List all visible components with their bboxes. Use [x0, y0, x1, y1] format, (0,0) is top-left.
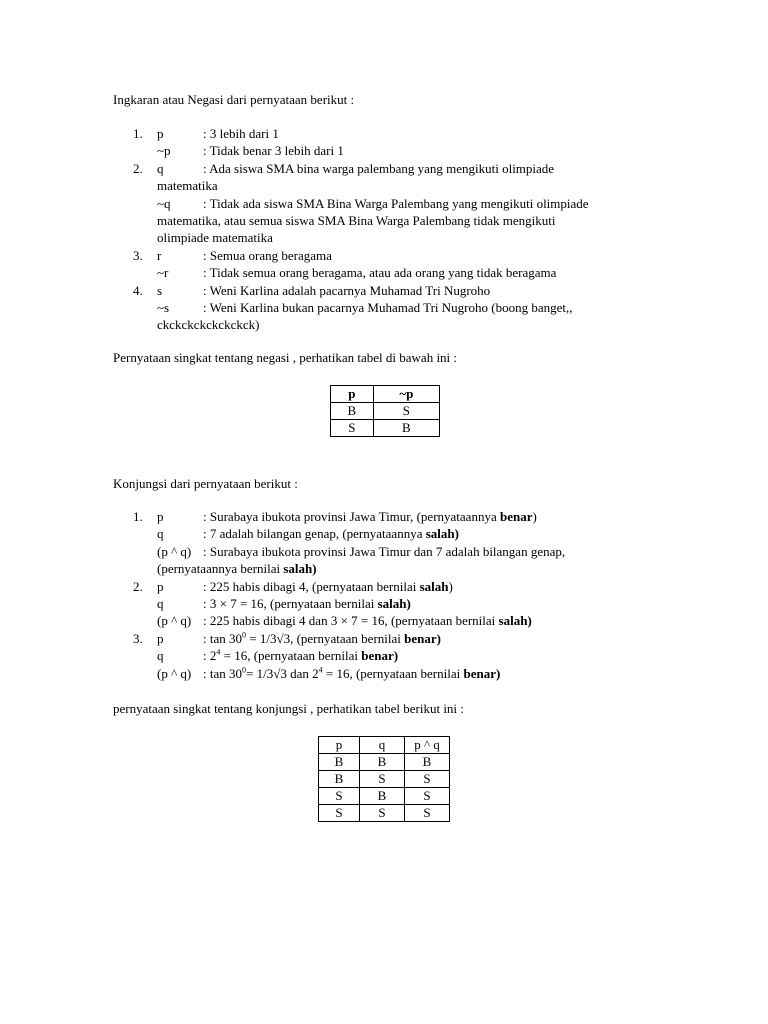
conjunction-truth-table — [318, 736, 450, 822]
statement-text: : $2^4 = 16$, (pernyataan bernilai benar) — [203, 647, 399, 664]
table-cell: S — [405, 788, 450, 805]
truth-value: benar) — [404, 630, 441, 646]
truth-value: benar) — [463, 665, 501, 681]
table-cell: B — [319, 771, 360, 788]
statement-label: ~q — [157, 195, 171, 211]
statement-text: : Weni Karlina bukan pacarnya Muhamad Tri Nugroho (boong banget,, — [203, 299, 573, 315]
table-cell: B — [373, 420, 439, 437]
statement-continuation: matematika — [157, 178, 218, 194]
truth-value: salah — [419, 578, 449, 594]
statement-label: (p ^ q) — [157, 613, 192, 629]
table-header-cell: ~p — [373, 386, 439, 403]
statement-label: p — [157, 509, 164, 524]
statement-label: ~r — [157, 265, 169, 281]
negation-table-intro: Pernyataan singkat tentang negasi , perhatikan tabel di bawah ini : — [113, 350, 458, 365]
list-item — [113, 282, 673, 334]
truth-value: salah) — [425, 526, 459, 542]
negation-heading: Ingkaran atau Negasi dari pernyataan berikut : — [113, 92, 355, 107]
statement-text: : Surabaya ibukota provinsi Jawa Timur, (pernyataannya benar) — [203, 509, 537, 524]
truth-value: benar — [499, 509, 533, 524]
table-cell: S — [405, 771, 450, 788]
statement-text: : Tidak benar 3 lebih dari 1 — [203, 143, 344, 159]
conjunction-list — [113, 508, 673, 682]
truth-value: salah) — [283, 561, 317, 577]
statement-text: : 3 lebih dari 1 — [203, 126, 279, 141]
table-cell: B — [360, 754, 405, 771]
table-row — [331, 420, 440, 437]
statement-text: : Surabaya ibukota provinsi Jawa Timur dan 7 adalah bilangan genap, — [203, 543, 566, 559]
statement-continuation: olimpiade matematika — [157, 230, 273, 246]
table-header-cell: p — [331, 386, 374, 403]
table-row — [319, 771, 450, 788]
table-row — [319, 754, 450, 771]
statement-label: p — [157, 578, 164, 594]
statement-text: : Tidak semua orang beragama, atau ada orang yang tidak beragama — [203, 265, 557, 281]
table-header-cell: p ^ q — [405, 737, 450, 754]
statement-continuation: (pernyataannya bernilai salah) — [157, 561, 317, 577]
table-header-cell: q — [360, 737, 405, 754]
table-row — [319, 805, 450, 822]
statement-continuation: ckckckckckckckck) — [157, 317, 260, 333]
truth-value: benar) — [361, 648, 399, 664]
statement-text: : $\tan 30^0 = 1/3√3$, (pernyataan bernilai benar) — [203, 630, 441, 646]
negation-list — [113, 125, 673, 334]
statement-label: s — [157, 282, 163, 298]
statement-label: q — [157, 160, 164, 176]
statement-text: : Weni Karlina adalah pacarnya Muhamad Tri Nugroho — [203, 282, 491, 298]
conjunction-table-intro: pernyataan singkat tentang konjungsi , perhatikan tabel berikut ini : — [113, 701, 464, 716]
statement-label: ~s — [157, 299, 170, 315]
statement-label: ~p — [157, 143, 171, 159]
statement-label: p — [157, 126, 164, 141]
table-header-cell: p — [319, 737, 360, 754]
table-cell: B — [405, 754, 450, 771]
item-number: 3. — [133, 630, 143, 646]
statement-label: q — [157, 595, 164, 611]
table-cell: S — [360, 771, 405, 788]
statement-text: : 7 adalah bilangan genap, (pernyataannya salah) — [203, 526, 459, 542]
item-number: 2. — [133, 578, 143, 594]
statement-text: : Semua orang beragama — [203, 247, 332, 263]
statement-text: : 3 × 7 = 16, (pernyataan bernilai salah) — [203, 595, 411, 611]
table-cell: S — [405, 805, 450, 822]
list-item — [113, 578, 673, 630]
table-cell: S — [331, 420, 374, 437]
statement-continuation: matematika, atau semua siswa SMA Bina Warga Palembang tidak mengikuti — [157, 212, 556, 228]
statement-text: : 225 habis dibagi 4 dan 3 × 7 = 16, (pernyataan bernilai salah) — [203, 613, 532, 629]
table-cell: S — [360, 805, 405, 822]
statement-label: (p ^ q) — [157, 665, 192, 681]
statement-text: : 225 habis dibagi 4, (pernyataan bernilai salah) — [203, 578, 453, 594]
list-item — [113, 125, 673, 160]
list-item — [113, 508, 673, 578]
list-item — [113, 247, 673, 282]
statement-label: r — [157, 247, 162, 263]
table-cell: B — [319, 754, 360, 771]
statement-label: p — [157, 630, 164, 646]
conjunction-heading: Konjungsi dari pernyataan berikut : — [113, 476, 298, 491]
table-row — [319, 788, 450, 805]
item-number: 4. — [133, 282, 143, 298]
statement-text: : Tidak ada siswa SMA Bina Warga Palembang yang mengikuti olimpiade — [203, 195, 589, 211]
table-cell: S — [373, 403, 439, 420]
negation-truth-table — [330, 385, 440, 437]
table-cell: B — [360, 788, 405, 805]
item-number: 1. — [133, 126, 143, 141]
statement-label: q — [157, 648, 164, 664]
statement-label: (p ^ q) — [157, 543, 192, 559]
table-cell: S — [319, 788, 360, 805]
statement-text: : Ada siswa SMA bina warga palembang yang mengikuti olimpiade — [203, 160, 555, 176]
table-header-row — [319, 737, 450, 754]
statement-text: : $\tan 30^0= 1/3√3$ dan $2^4 = 16$, (pernyataan bernilai benar) — [203, 665, 501, 681]
table-cell: B — [331, 403, 374, 420]
item-number: 2. — [133, 160, 143, 176]
table-cell: S — [319, 805, 360, 822]
statement-label: q — [157, 526, 164, 542]
truth-value: salah) — [498, 613, 532, 629]
table-row — [331, 403, 440, 420]
table-header-row — [331, 386, 440, 403]
truth-value: salah) — [377, 595, 411, 611]
item-number: 3. — [133, 247, 143, 263]
list-item — [113, 160, 673, 247]
list-item — [113, 630, 673, 682]
item-number: 1. — [133, 509, 143, 524]
